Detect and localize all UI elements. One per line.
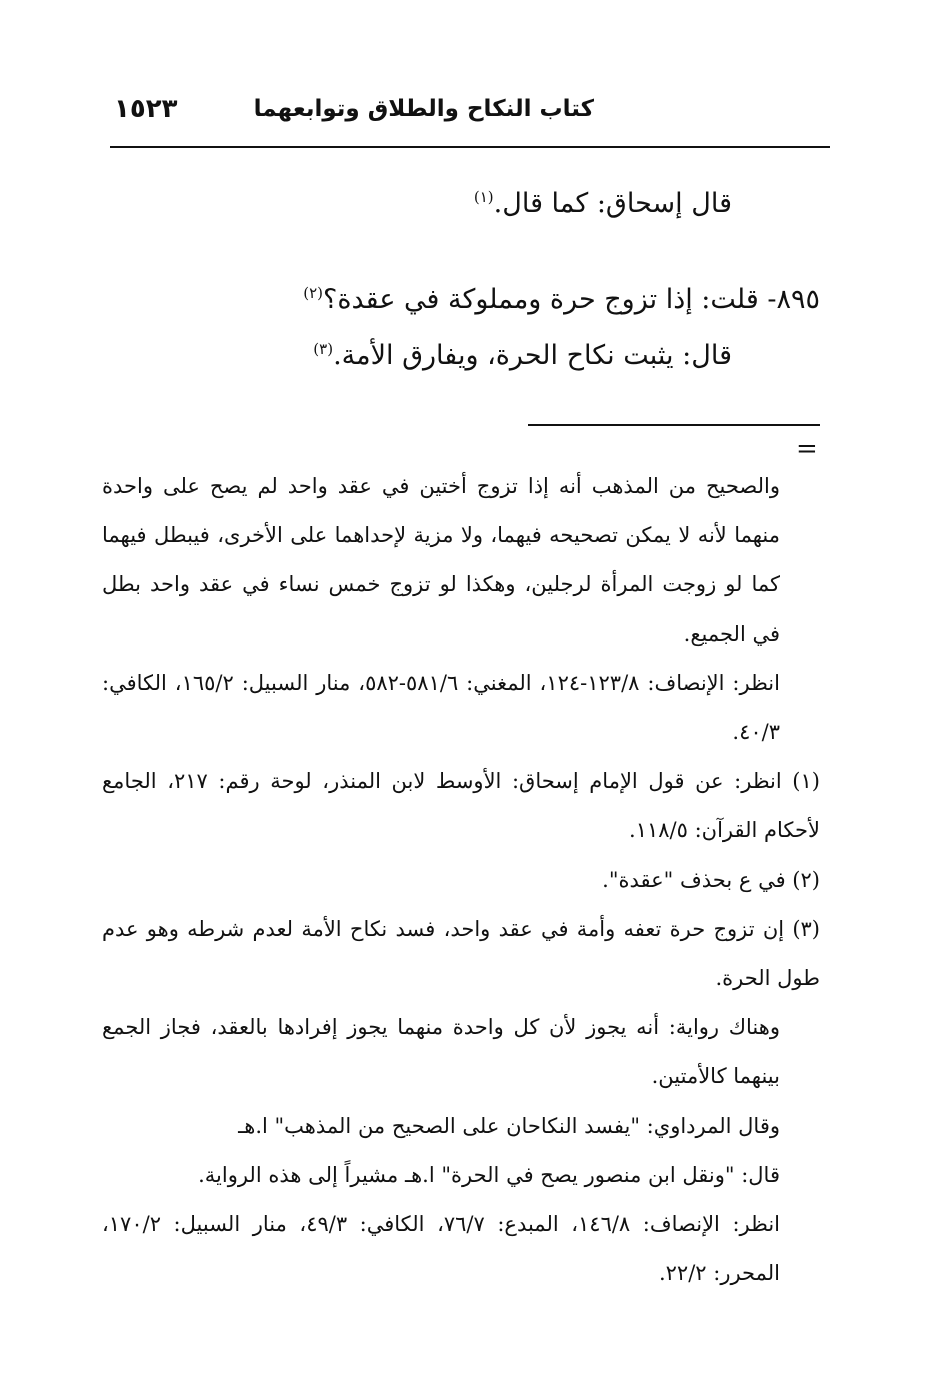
footnote-3-mardawi: وقال المرداوي: "يفسد النكاحان على الصحيح من المذهب" ا.هـ	[238, 1113, 780, 1138]
footnote-ref-3: (٣)	[313, 340, 334, 358]
footnote-1: (١) انظر: عن قول الإمام إسحاق: الأوسط لابن المنذر، لوحة رقم: ٢١٧، الجامع لأحكام القرآن: ١١٨/٥.	[102, 769, 820, 843]
footnote-3-references: انظر: الإنصاف: ١٤٦/٨، المبدع: ٧٦/٧، الكافي: ٤٩/٣، منار السبيل: ١٧٠/٢، المحرر: ٢٢/٢.	[102, 1212, 781, 1286]
footnote-continuation-paragraph: والصحيح من المذهب أنه إذا تزوج أختين في عقد واحد لم يصح على واحدة منهما لأنه لا يمكن تصحيحه فيهما، ولا مزية لإحداهما على الأخرى، فيبطل فيهما كما لو زوجت المرأة لرجلين، وهكذا لو تزوج خمس نساء في عقد واحد بطل في الجميع.	[102, 474, 780, 646]
footnote-separator	[528, 424, 820, 426]
paragraph-gap	[110, 232, 820, 272]
header-title: كتاب النكاح والطلاق وتوابعهما	[253, 96, 594, 122]
footnotes	[102, 462, 820, 1298]
ishaq-statement-text: قال إسحاق: كما قال.	[493, 188, 732, 219]
ishaq-statement	[110, 176, 820, 232]
continuation-mark: =	[796, 434, 818, 464]
question-895	[110, 272, 820, 328]
running-header	[110, 96, 830, 140]
main-text	[110, 176, 820, 384]
footnote-3-narration: وهناك رواية: أنه يجوز لأن كل واحدة منهما يجوز إفرادها بالعقد، فجاز الجمع بينهما كالأمتين.	[102, 1015, 780, 1089]
question-text: قلت: إذا تزوج حرة ومملوكة في عقدة؟	[323, 284, 759, 315]
footnote-ref-1: (١)	[473, 188, 494, 206]
footnote-ref-2: (٢)	[303, 284, 324, 302]
footnote-continuation-references: انظر: الإنصاف: ١٢٣/٨-١٢٤، المغني: ٥٨١/٦-٥٨٢، منار السبيل: ١٦٥/٢، الكافي: ٤٠/٣.	[102, 670, 780, 745]
answer-895	[110, 328, 820, 384]
header-rule	[110, 146, 830, 148]
footnote-3: (٣) إن تزوج حرة تعفه وأمة في عقد واحد، فسد نكاح الأمة لعدم شرطه وهو عدم طول الحرة.	[102, 916, 820, 991]
footnote-2: (٢) في ع بحذف "عقدة".	[602, 867, 820, 892]
answer-text: قال: يثبت نكاح الحرة، ويفارق الأمة.	[333, 340, 732, 371]
page-number: ١٥٢٣	[114, 94, 178, 124]
footnote-3-ibn-mansur: قال: "ونقل ابن منصور يصح في الحرة" ا.هـ مشيراً إلى هذه الرواية.	[198, 1162, 780, 1187]
question-number: ٨٩٥-	[758, 284, 820, 315]
